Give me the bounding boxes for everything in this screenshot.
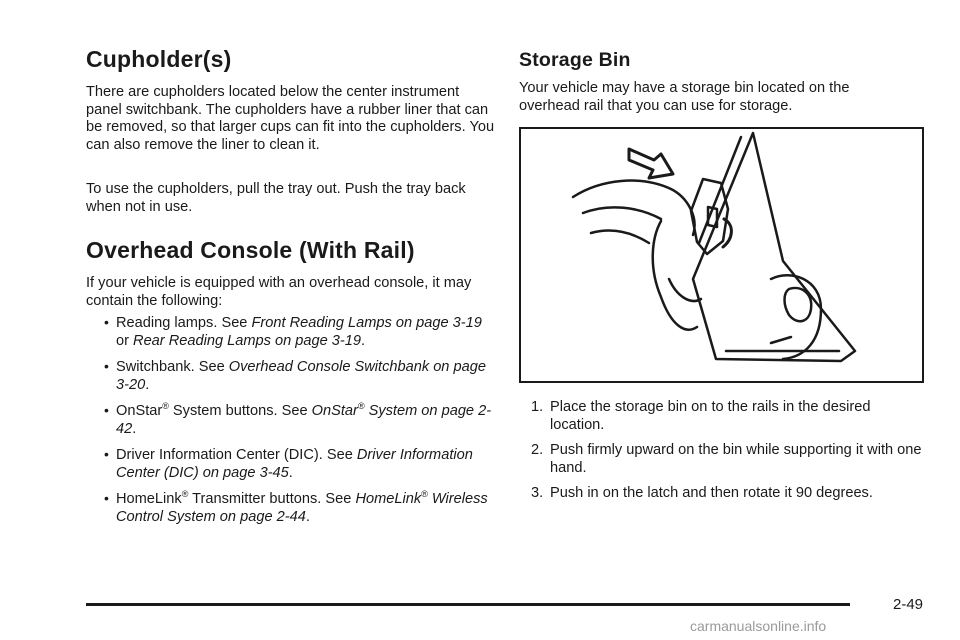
left-hand-finger-1 xyxy=(583,207,661,219)
push-arrow-icon xyxy=(629,149,673,178)
list-item: 1. Place the storage bin on to the rails in the desired location. xyxy=(531,399,871,433)
right-hand-crease xyxy=(771,337,791,343)
bullet-icon: • xyxy=(104,490,109,506)
watermark: carmanualsonline.info xyxy=(690,618,827,634)
list-item: • HomeLink® Transmitter buttons. See HomeLink® Wireless Control System on page 2-44. xyxy=(104,489,488,525)
console-feature-list xyxy=(86,315,496,526)
overhead-console-heading: Overhead Console (With Rail) xyxy=(86,237,415,263)
list-item: • Driver Information Center (DIC). See Driver Information Center (DIC) on page 3-45. xyxy=(104,446,473,481)
footer-rule xyxy=(86,603,850,606)
rail-edge-line xyxy=(699,137,741,243)
left-hand-thumb xyxy=(653,221,697,330)
storage-bin-steps xyxy=(519,399,924,503)
list-item: • Switchbank. See Overhead Console Switchbank on page 3-20. xyxy=(104,358,486,393)
list-item: 3. Push in on the latch and then rotate it 90 degrees. xyxy=(531,485,873,501)
left-hand-upper xyxy=(573,181,695,235)
bullet-icon: • xyxy=(104,314,109,330)
bullet-icon: • xyxy=(104,358,109,374)
storage-bin-heading: Storage Bin xyxy=(519,49,631,71)
hands-installing-bin-illustration xyxy=(521,129,922,381)
cupholder-paragraph-1: There are cupholders located below the center instrument panel switchbank. The cupholders have a rubber liner that can be removed, so that larger cups can fit into the cupholders. You can also remove the liner to clean it. xyxy=(86,84,495,153)
storage-bin-illustration xyxy=(519,127,924,383)
storage-bin-intro: Your vehicle may have a storage bin located on the overhead rail that you can use for storage. xyxy=(519,80,850,114)
overhead-console-intro: If your vehicle is equipped with an overhead console, it may contain the following: xyxy=(86,275,472,309)
list-item: • Reading lamps. See Front Reading Lamps on page 3-19 or Rear Reading Lamps on page 3-19. xyxy=(104,314,482,349)
cross-reference-link[interactable]: Overhead Console Switchbank on page 3-20 xyxy=(116,359,486,393)
cupholder-heading: Cupholder(s) xyxy=(86,46,232,72)
bullet-icon: • xyxy=(104,446,109,462)
cross-reference-link[interactable]: OnStar® System on page 2-42 xyxy=(116,401,492,437)
left-hand-finger-2 xyxy=(591,231,649,243)
bullet-icon: • xyxy=(104,402,109,418)
list-item: • OnStar® System buttons. See OnStar® System on page 2-42. xyxy=(104,401,492,437)
cross-reference-link[interactable]: Front Reading Lamps on page 3-19 xyxy=(251,315,482,331)
cross-reference-link[interactable]: Driver Information Center (DIC) on page 3-45 xyxy=(116,447,473,481)
list-item: 2. Push firmly upward on the bin while supporting it with one hand. xyxy=(531,442,922,476)
cupholder-paragraph-2: To use the cupholders, pull the tray out. Push the tray back when not in use. xyxy=(86,181,466,215)
right-hand-thumbnail xyxy=(785,288,812,321)
cross-reference-link[interactable]: Rear Reading Lamps on page 3-19 xyxy=(133,332,362,349)
page-number: 2-49 xyxy=(893,596,924,613)
cross-reference-link[interactable]: HomeLink® Wireless Control System on page 2-44 xyxy=(116,489,488,525)
